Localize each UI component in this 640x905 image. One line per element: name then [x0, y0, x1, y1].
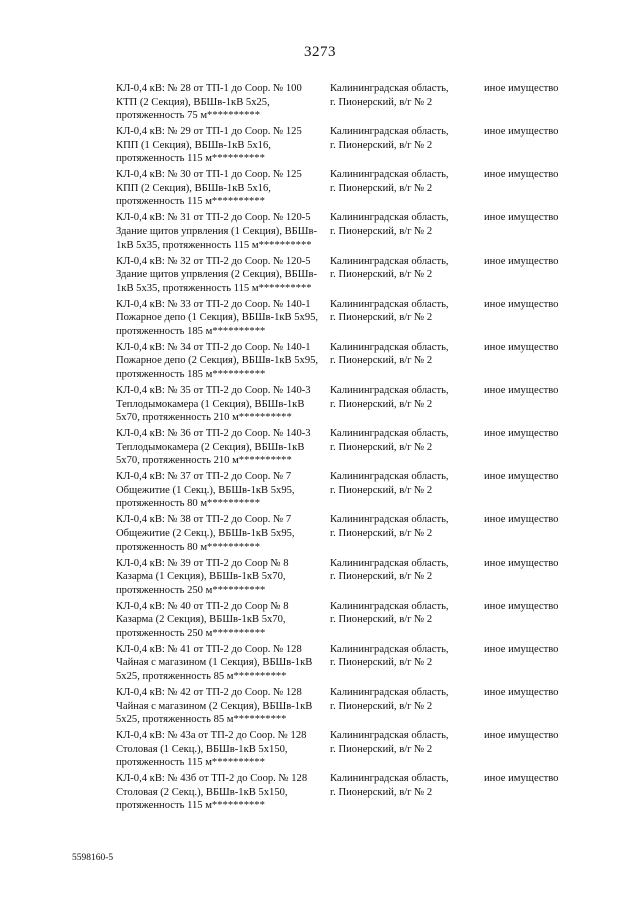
- property-type: иное имущество: [484, 730, 559, 742]
- list-item: [116, 384, 596, 427]
- list-item: [116, 600, 596, 643]
- cable-description: КЛ-0,4 кВ: № 39 от ТП-2 до Соор № 8 Казарма (1 Секция), ВБШв-1кВ 5х70, протяженность 250 м**********: [116, 557, 289, 596]
- cable-description: КЛ-0,4 кВ: № 29 от ТП-1 до Соор. № 125 КПП (1 Секция), ВБШв-1кВ 5х16, протяженность 115 м**********: [116, 126, 302, 165]
- list-item: [116, 341, 596, 384]
- list-item: [116, 298, 596, 341]
- location-address: Калининградская область, г. Пионерский, в/г № 2: [330, 169, 449, 194]
- property-type: иное имущество: [484, 643, 559, 655]
- cable-description: КЛ-0,4 кВ: № 43а от ТП-2 до Соор. № 128 Столовая (1 Секц.), ВБШв-1кВ 5х150, протяженность 115 м**********: [116, 730, 307, 769]
- location-address: Калининградская область, г. Пионерский, в/г № 2: [330, 557, 449, 583]
- cable-description: КЛ-0,4 кВ: № 31 от ТП-2 до Соор. № 120-5 Здание щитов упрвления (1 Секция), ВБШв- 1кВ 5х35, протяженность 115 м**********: [116, 212, 317, 251]
- location-address: Калининградская область, г. Пионерский, в/г № 2: [330, 686, 449, 712]
- property-type: иное имущество: [484, 428, 559, 440]
- list-item: [116, 168, 596, 211]
- location-address: Калининградская область, г. Пионерский, в/г № 2: [330, 514, 449, 539]
- location-address: Калининградская область, г. Пионерский, в/г № 2: [330, 643, 449, 669]
- location-address: Калининградская область, г. Пионерский, в/г № 2: [330, 126, 449, 151]
- cable-description: КЛ-0,4 кВ: № 33 от ТП-2 до Соор. № 140-1 Пожарное депо (1 Секция), ВБШв-1кВ 5х95, протяженность 185 м**********: [116, 298, 319, 337]
- location-address: Калининградская область, г. Пионерский, в/г № 2: [330, 600, 449, 626]
- cable-description: КЛ-0,4 кВ: № 43б от ТП-2 до Соор. № 128 Столовая (2 Секц.), ВБШв-1кВ 5х150, протяженность 115 м**********: [116, 773, 308, 812]
- property-type: иное имущество: [484, 557, 559, 569]
- location-address: Калининградская область, г. Пионерский, в/г № 2: [330, 255, 449, 281]
- property-type: иное имущество: [484, 384, 559, 396]
- cable-description: КЛ-0,4 кВ: № 30 от ТП-1 до Соор. № 125 КПП (2 Секция), ВБШв-1кВ 5х16, протяженность 115 м**********: [116, 169, 302, 208]
- property-type: иное имущество: [484, 212, 559, 224]
- property-type: иное имущество: [484, 773, 559, 785]
- property-type: иное имущество: [484, 471, 559, 483]
- property-type: иное имущество: [484, 83, 559, 94]
- property-type: иное имущество: [484, 341, 559, 353]
- list-item: [116, 643, 596, 686]
- list-item: [116, 729, 596, 772]
- cable-description: КЛ-0,4 кВ: № 28 от ТП-1 до Соор. № 100 КТП (2 Секция), ВБШв-1кВ 5х25, протяженность 75 м**********: [116, 83, 302, 122]
- page-number: 3273: [304, 44, 336, 60]
- list-item: [116, 557, 596, 600]
- property-type: иное имущество: [484, 255, 559, 267]
- location-address: Калининградская область, г. Пионерский, в/г № 2: [330, 212, 449, 238]
- document-code: 5598160-5: [72, 853, 114, 863]
- cable-description: КЛ-0,4 кВ: № 34 от ТП-2 до Соор. № 140-1 Пожарное депо (2 Секция), ВБШв-1кВ 5х95, протяженность 185 м**********: [116, 341, 319, 381]
- list-item: [116, 82, 596, 125]
- list-item: [116, 427, 596, 470]
- cable-description: КЛ-0,4 кВ: № 41 от ТП-2 до Соор. № 128 Чайная с магазином (1 Секция), ВБШв-1кВ 5х25, протяженность 85 м**********: [116, 643, 313, 683]
- cable-description: КЛ-0,4 кВ: № 37 от ТП-2 до Соор. № 7 Общежитие (1 Секц.), ВБШв-1кВ 5х95, протяженность 80 м**********: [116, 471, 295, 510]
- location-address: Калининградская область, г. Пионерский, в/г № 2: [330, 298, 449, 324]
- property-type: иное имущество: [484, 686, 559, 698]
- cable-description: КЛ-0,4 кВ: № 35 от ТП-2 до Соор. № 140-3 Теплодымокамера (1 Секция), ВБШв-1кВ 5х70, протяженность 210 м**********: [116, 384, 311, 424]
- location-address: Калининградская область, г. Пионерский, в/г № 2: [330, 384, 449, 410]
- property-type: иное имущество: [484, 298, 559, 310]
- list-item: [116, 470, 596, 513]
- list-item: [116, 772, 596, 815]
- property-type: иное имущество: [484, 600, 559, 612]
- property-type: иное имущество: [484, 126, 559, 138]
- location-address: Калининградская область, г. Пионерский, в/г № 2: [330, 428, 449, 453]
- property-list: [116, 82, 596, 815]
- list-item: [116, 513, 596, 556]
- property-type: иное имущество: [484, 169, 559, 181]
- cable-description: КЛ-0,4 кВ: № 36 от ТП-2 до Соор. № 140-3 Теплодымокамера (2 Секция), ВБШв-1кВ 5х70, протяженность 210 м**********: [116, 428, 311, 467]
- cable-description: КЛ-0,4 кВ: № 40 от ТП-2 до Соор № 8 Казарма (2 Секция), ВБШв-1кВ 5х70, протяженность 250 м**********: [116, 600, 289, 639]
- property-type: иное имущество: [484, 514, 559, 526]
- location-address: Калининградская область, г. Пионерский, в/г № 2: [330, 773, 449, 798]
- location-address: Калининградская область, г. Пионерский, в/г № 2: [330, 471, 449, 496]
- list-item: [116, 255, 596, 298]
- list-item: [116, 125, 596, 168]
- location-address: Калининградская область, г. Пионерский, в/г № 2: [330, 83, 449, 108]
- list-item: [116, 686, 596, 729]
- location-address: Калининградская область, г. Пионерский, в/г № 2: [330, 730, 449, 755]
- cable-description: КЛ-0,4 кВ: № 38 от ТП-2 до Соор. № 7 Общежитие (2 Секц.), ВБШв-1кВ 5х95, протяженность 80 м**********: [116, 514, 295, 553]
- cable-description: КЛ-0,4 кВ: № 42 от ТП-2 до Соор. № 128 Чайная с магазином (2 Секция), ВБШв-1кВ 5х25, протяженность 85 м**********: [116, 686, 313, 726]
- location-address: Калининградская область, г. Пионерский, в/г № 2: [330, 341, 449, 367]
- cable-description: КЛ-0,4 кВ: № 32 от ТП-2 до Соор. № 120-5 Здание щитов упрвления (2 Секция), ВБШв- 1кВ 5х35, протяженность 115 м**********: [116, 255, 317, 294]
- list-item: [116, 211, 596, 254]
